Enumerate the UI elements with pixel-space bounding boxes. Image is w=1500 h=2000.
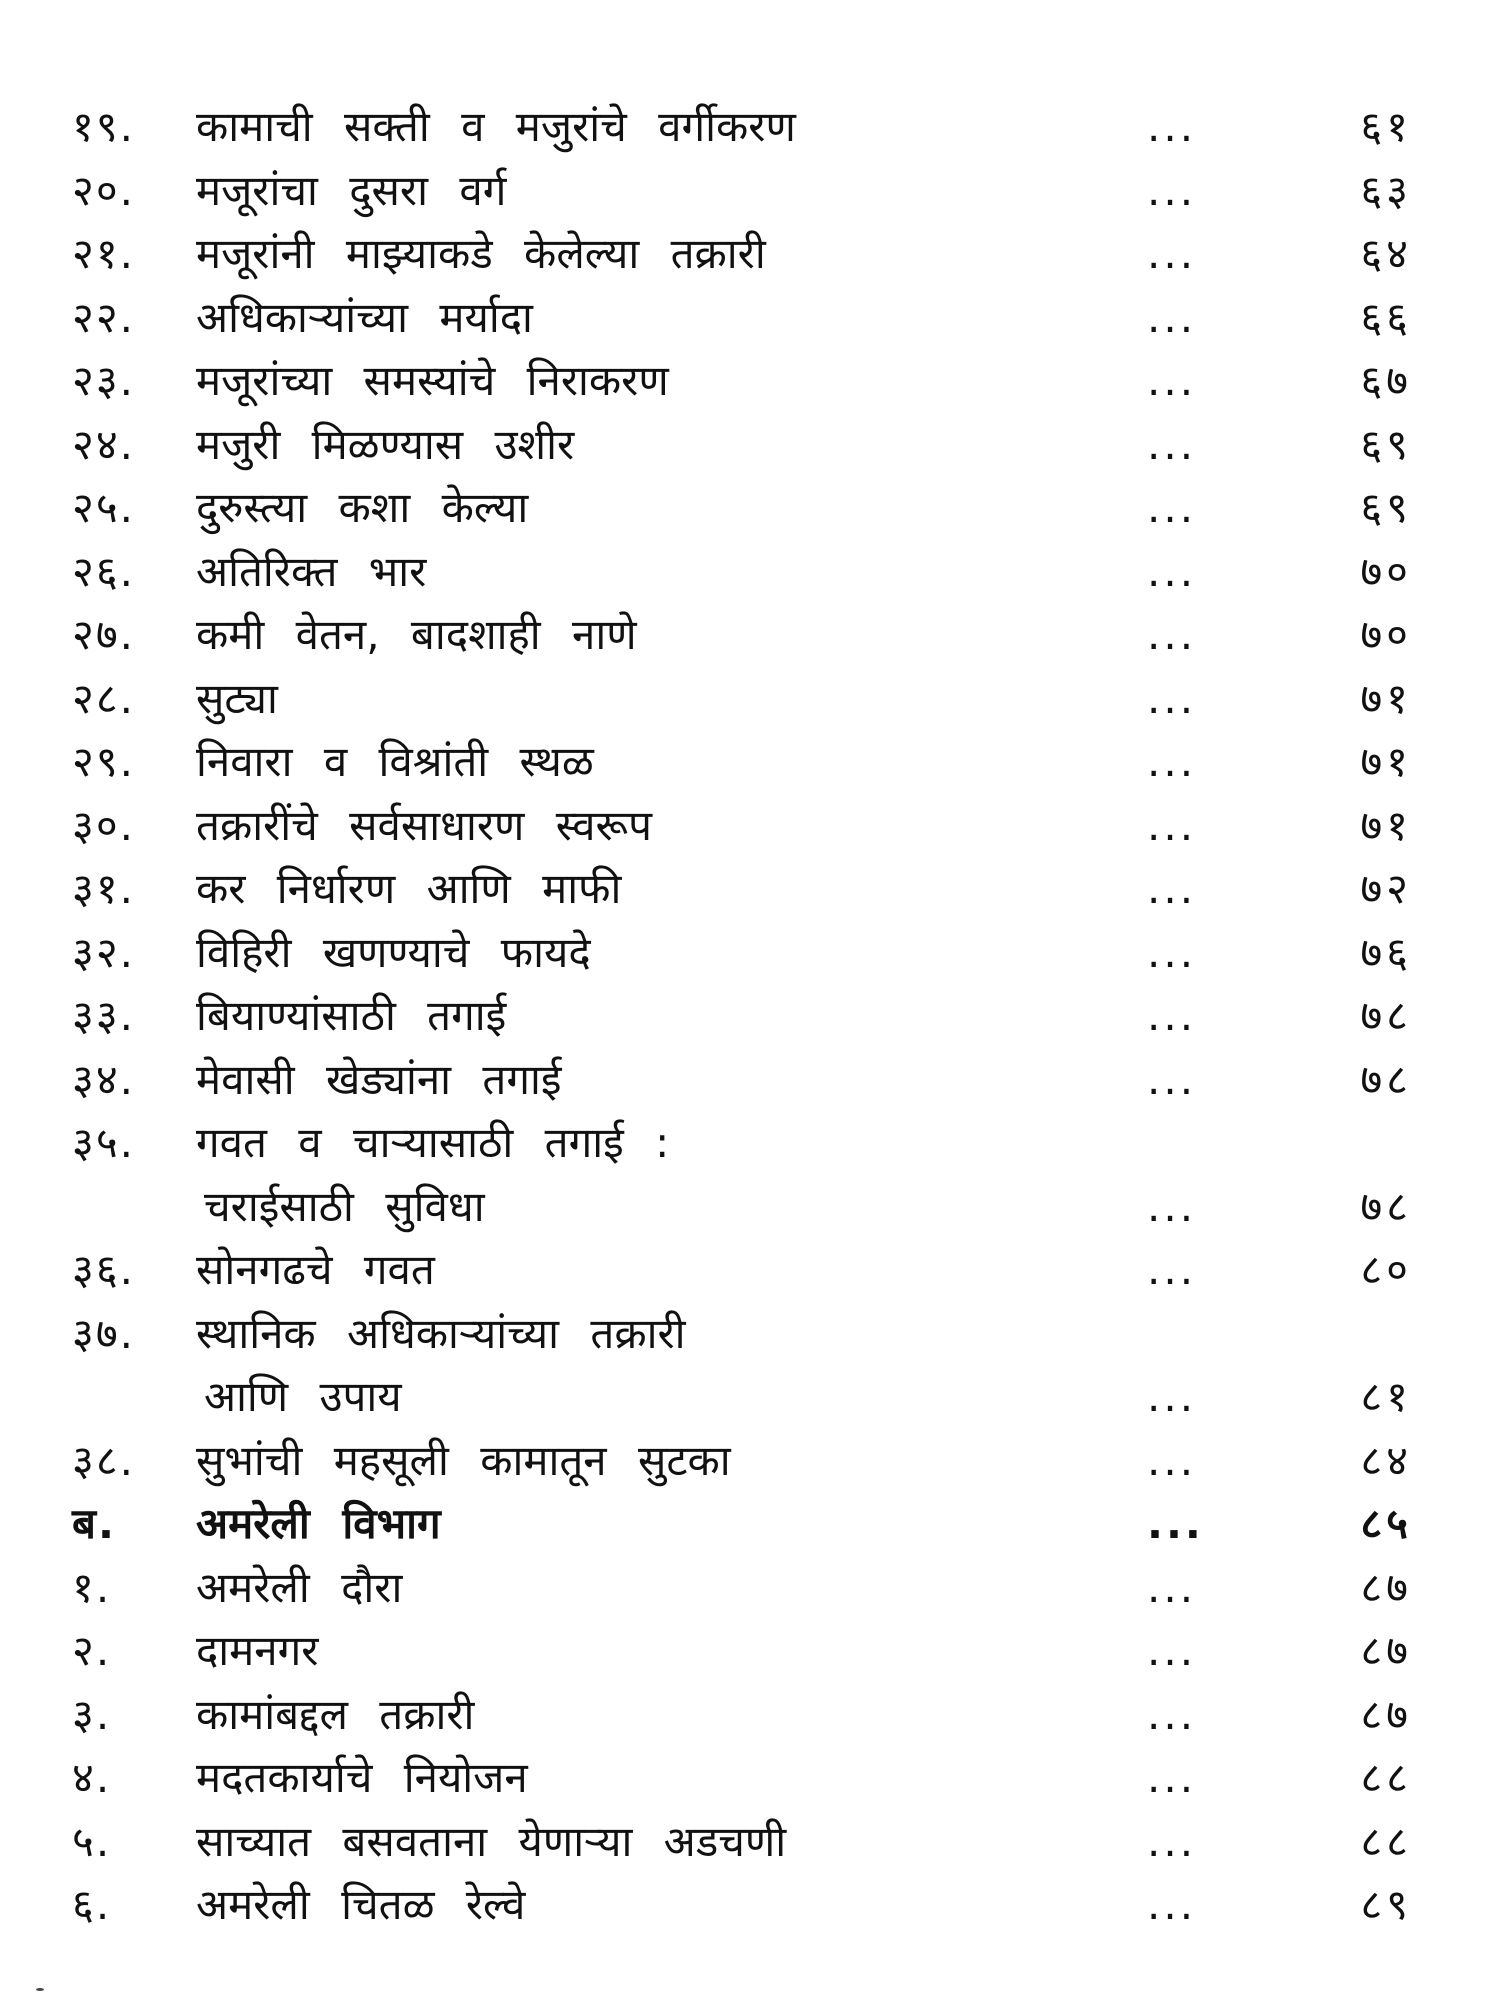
toc-entry-number: १९. xyxy=(72,102,136,151)
toc-entry-title: सोनगढचे गवत xyxy=(196,1245,435,1294)
toc-entry-title: तक्रारींचे सर्वसाधारण स्वरूप xyxy=(196,800,652,850)
toc-entry-number: २७. xyxy=(72,610,136,659)
toc-entry-title: मजूरांचा दुसरा वर्ग xyxy=(196,165,507,215)
toc-entry-number: ३८. xyxy=(72,1435,136,1485)
toc-entry-title: चराईसाठी सुविधा xyxy=(204,1181,485,1231)
toc-entry-number: २०. xyxy=(72,165,136,215)
toc-entry-number: ६. xyxy=(72,1880,112,1929)
toc-entry-leader-dots: ... xyxy=(1147,991,1197,1040)
toc-entry-leader-dots: ... xyxy=(1147,292,1197,342)
toc-entry-title: मजूरांच्या समस्यांचे निराकरण xyxy=(196,356,669,405)
toc-entry-page-number: ८७ xyxy=(1360,1626,1412,1675)
toc-entry-number: २९. xyxy=(72,737,136,786)
toc-entry-page-number: ६१ xyxy=(1360,102,1412,151)
toc-entry-page-number: ८९ xyxy=(1360,1880,1412,1929)
toc-entry-number: २६. xyxy=(72,546,136,596)
toc-entry-number: २१. xyxy=(72,229,136,278)
toc-entry xyxy=(72,222,1442,286)
toc-entry-title: स्थानिक अधिकाऱ्यांच्या तक्रारी xyxy=(196,1308,686,1358)
toc-entry-title: निवारा व विश्रांती स्थळ xyxy=(196,737,594,786)
toc-entry-leader-dots: ... xyxy=(1147,419,1197,469)
toc-entry-number: ३४. xyxy=(72,1054,136,1104)
toc-entry-leader-dots: ... xyxy=(1147,1753,1197,1802)
toc-entry-page-number: ६६ xyxy=(1360,292,1412,342)
toc-entry-leader-dots: ... xyxy=(1147,1245,1197,1294)
scan-speck xyxy=(36,1988,44,1991)
toc-entry-title: बियाण्यांसाठी तगाई xyxy=(196,991,507,1040)
toc-entry-leader-dots: ... xyxy=(1147,483,1197,532)
toc-entry-page-number: ७२ xyxy=(1360,864,1412,913)
toc-entry-page-number: ८५ xyxy=(1360,1499,1412,1548)
toc-entry-page-number: ७८ xyxy=(1360,1054,1412,1104)
toc-entry xyxy=(72,1302,1442,1366)
toc-entry-title: अमरेली चितळ रेल्वे xyxy=(196,1880,526,1929)
toc-entry-page-number: ७१ xyxy=(1360,800,1412,850)
toc-entry xyxy=(72,1111,1442,1175)
toc-entry-number: ३०. xyxy=(72,800,136,850)
toc-entry-page-number: ७८ xyxy=(1360,991,1412,1040)
toc-entry-title: कामांबद्दल तक्रारी xyxy=(196,1689,475,1739)
toc-entry xyxy=(72,413,1442,477)
toc-entry-leader-dots: ... xyxy=(1147,1372,1197,1421)
toc-entry-number: २२. xyxy=(72,292,136,342)
toc-entry-title: अमरेली विभाग xyxy=(196,1499,441,1548)
toc-entry-leader-dots: ... xyxy=(1147,1880,1197,1929)
toc-entry-leader-dots: ... xyxy=(1147,165,1197,215)
toc-entry-leader-dots: ... xyxy=(1147,1435,1197,1485)
toc-entry xyxy=(72,1810,1442,1874)
toc-entry-number: ब. xyxy=(72,1499,116,1548)
toc-entry-title: मजुरी मिळण्यास उशीर xyxy=(196,419,575,469)
toc-entry-number: ३५. xyxy=(72,1118,136,1167)
toc-entry-title: कमी वेतन, बादशाही नाणे xyxy=(196,610,637,659)
toc-entry-page-number: ६९ xyxy=(1360,483,1412,532)
toc-entry-page-number: ७८ xyxy=(1360,1181,1412,1231)
toc-entry xyxy=(72,794,1442,858)
toc-entry xyxy=(72,667,1442,731)
toc-entry-leader-dots: ... xyxy=(1147,864,1197,913)
toc-entry-number: ३. xyxy=(72,1689,112,1739)
toc-entry-leader-dots: ... xyxy=(1147,927,1197,977)
toc-entry-page-number: ७० xyxy=(1360,610,1412,659)
toc-entry xyxy=(72,730,1442,794)
toc-entry-leader-dots: ... xyxy=(1147,800,1197,850)
toc-entry-number: ३७. xyxy=(72,1308,136,1358)
toc-entry xyxy=(72,1048,1442,1112)
toc-entry xyxy=(72,921,1442,985)
toc-entry-page-number: ८७ xyxy=(1360,1689,1412,1739)
toc-entry xyxy=(72,159,1442,223)
toc-entry xyxy=(72,95,1442,159)
toc-entry xyxy=(72,1175,1442,1239)
toc-entry-title: अतिरिक्त भार xyxy=(196,546,427,596)
toc-entry-leader-dots: ... xyxy=(1147,1689,1197,1739)
toc-entry xyxy=(72,1492,1442,1556)
toc-entry-leader-dots: ... xyxy=(1147,1181,1197,1231)
toc-entry xyxy=(72,1619,1442,1683)
toc-entry-title: मदतकार्याचे नियोजन xyxy=(196,1753,528,1802)
toc-entry-leader-dots: ... xyxy=(1147,1626,1197,1675)
toc-entry-leader-dots: ... xyxy=(1147,546,1197,596)
toc-entry-page-number: ७० xyxy=(1360,546,1412,596)
toc-entry xyxy=(72,1365,1442,1429)
toc-entry-title: अमरेली दौरा xyxy=(196,1562,403,1612)
toc-entry-number: ५. xyxy=(72,1816,112,1866)
toc-entry-leader-dots: ... xyxy=(1147,1499,1204,1548)
toc-entry-title: मजूरांनी माझ्याकडे केलेल्या तक्रारी xyxy=(196,229,766,278)
toc-entry-page-number: ७१ xyxy=(1360,737,1412,786)
toc-entry-leader-dots: ... xyxy=(1147,229,1197,278)
toc-entry-title: दुरुस्त्या कशा केल्या xyxy=(196,483,529,532)
toc-entry xyxy=(72,1683,1442,1747)
toc-entry-number: ४. xyxy=(72,1753,112,1802)
toc-entry-title: गवत व चाऱ्यासाठी तगाई : xyxy=(196,1118,670,1167)
toc-entry xyxy=(72,540,1442,604)
toc-entry-page-number: ८१ xyxy=(1360,1372,1412,1421)
toc-entry-page-number: ६४ xyxy=(1360,229,1412,278)
toc-entry-number: २८. xyxy=(72,673,136,723)
toc-entry-page-number: ८७ xyxy=(1360,1562,1412,1612)
toc-entry-leader-dots: ... xyxy=(1147,610,1197,659)
toc-entry-number: १. xyxy=(72,1562,112,1612)
toc-entry-number: २. xyxy=(72,1626,112,1675)
toc-entry-page-number: ६३ xyxy=(1360,165,1412,215)
toc-entry-number: २३. xyxy=(72,356,136,405)
toc-entry-page-number: ८८ xyxy=(1360,1753,1412,1802)
toc-entry-title: दामनगर xyxy=(196,1626,319,1675)
toc-entry-title: विहिरी खणण्याचे फायदे xyxy=(196,927,591,977)
toc-entry xyxy=(72,1873,1442,1937)
toc-entry-leader-dots: ... xyxy=(1147,1816,1197,1866)
toc-entry-title: आणि उपाय xyxy=(204,1372,402,1421)
toc-entry xyxy=(72,1746,1442,1810)
toc-entry-page-number: ७६ xyxy=(1360,927,1412,977)
toc-entry-leader-dots: ... xyxy=(1147,1562,1197,1612)
toc-entry-page-number: ६७ xyxy=(1360,356,1412,405)
table-of-contents xyxy=(72,95,1442,1937)
toc-entry xyxy=(72,1429,1442,1493)
toc-entry-number: २४. xyxy=(72,419,136,469)
toc-entry-title: अधिकाऱ्यांच्या मर्यादा xyxy=(196,292,533,342)
toc-entry xyxy=(72,476,1442,540)
toc-entry xyxy=(72,857,1442,921)
toc-entry-leader-dots: ... xyxy=(1147,102,1197,151)
toc-entry-title: मेवासी खेड्यांना तगाई xyxy=(196,1054,562,1104)
toc-entry-leader-dots: ... xyxy=(1147,1054,1197,1104)
toc-entry-page-number: ७१ xyxy=(1360,673,1412,723)
toc-entry-title: कामाची सक्ती व मजुरांचे वर्गीकरण xyxy=(196,102,796,151)
toc-entry-number: ३३. xyxy=(72,991,136,1040)
toc-entry xyxy=(72,1238,1442,1302)
toc-entry-leader-dots: ... xyxy=(1147,673,1197,723)
toc-entry-leader-dots: ... xyxy=(1147,356,1197,405)
toc-entry xyxy=(72,349,1442,413)
toc-entry-number: ३२. xyxy=(72,927,136,977)
toc-entry xyxy=(72,1556,1442,1620)
toc-entry-page-number: ८० xyxy=(1360,1245,1412,1294)
toc-entry-title: सुट्या xyxy=(196,673,278,723)
toc-entry-title: साच्यात बसवताना येणाऱ्या अडचणी xyxy=(196,1816,787,1866)
toc-entry xyxy=(72,286,1442,350)
toc-entry-page-number: ८८ xyxy=(1360,1816,1412,1866)
toc-entry xyxy=(72,984,1442,1048)
toc-entry-number: ३६. xyxy=(72,1245,136,1294)
toc-entry-number: २५. xyxy=(72,483,136,532)
toc-entry-title: कर निर्धारण आणि माफी xyxy=(196,864,622,913)
toc-entry-page-number: ६९ xyxy=(1360,419,1412,469)
toc-entry-page-number: ८४ xyxy=(1360,1435,1412,1485)
toc-entry-leader-dots: ... xyxy=(1147,737,1197,786)
toc-entry-number: ३१. xyxy=(72,864,136,913)
toc-entry-title: सुभांची महसूली कामातून सुटका xyxy=(196,1435,731,1485)
toc-entry xyxy=(72,603,1442,667)
